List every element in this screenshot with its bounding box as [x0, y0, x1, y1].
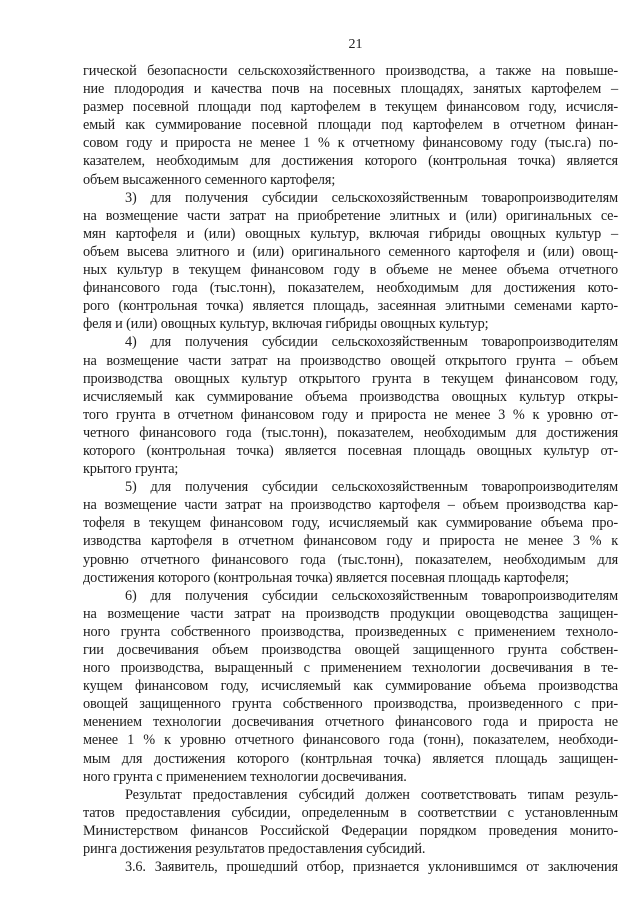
text-line: на возмещение части затрат на приобретение элитных и (или) оригинальных се- — [83, 207, 618, 224]
text-line: Результат предоставления субсидий должен соответствовать типам резуль- — [125, 786, 618, 803]
text-line: мян картофеля и (или) овощных культур, включая гибриды овощных культур – — [83, 225, 618, 242]
text-line: которого (контрольная точка) является посевная площадь овощных культур от- — [83, 442, 618, 459]
text-line: объем высаженного семенного картофеля; — [83, 171, 336, 188]
text-line: менее 1 % к уровню отчетного финансового года (тонн), показателем, необходи- — [83, 732, 618, 749]
text-line: ного производства, выращенный с применением технологии досвечивания в те- — [83, 660, 618, 677]
text-line: объем высева элитного и (или) оригинального семенного картофеля и (или) овощ- — [83, 243, 618, 260]
text-line: достижения которого (контрольная точка) является посевная площадь картофеля; — [83, 569, 569, 586]
text-line: Министерством финансов Российской Федерации порядком проведения монито- — [83, 822, 618, 839]
text-line: исчисляемый как суммирование объема производства овощных культур откры- — [83, 388, 618, 405]
paragraph — [83, 478, 618, 587]
text-line: того грунта в отчетном финансовом году и прироста не менее 3 % к уровню от- — [83, 406, 618, 423]
text-line: гической безопасности сельскохозяйственного производства, а также на повыше- — [83, 63, 618, 79]
text-line: 3) для получения субсидии сельскохозяйственным товаропроизводителям — [125, 189, 618, 206]
text-line: уровню отчетного финансового года (тыс.тонн), показателем, необходимым для — [83, 551, 618, 568]
text-line: ринга достижения результатов предоставления субсидий. — [83, 841, 426, 858]
paragraph — [83, 786, 618, 858]
paragraph — [83, 333, 618, 478]
text-line: рого (контрольная точка) является площадь, засеянная элитными семенами карто- — [83, 298, 618, 315]
text-line: казателем, необходимым для достижения которого (контрольная точка) является — [83, 153, 618, 170]
text-line: на возмещение части затрат на производство овощей открытого грунта – объем — [83, 352, 618, 369]
paragraph — [83, 587, 618, 786]
text-line: крытого грунта; — [83, 461, 179, 478]
text-line: ние плодородия и качества почв на посевных площадях, занятых картофелем – — [83, 81, 618, 98]
text-line: изводства картофеля в отчетном финансовом году и прироста не менее 3 % к — [83, 533, 618, 550]
text-line: производства овощных культур открытого грунта в текущем финансовом году, — [83, 370, 618, 387]
text-line: ных культур в текущем финансовом году в объеме не менее объема отчетного — [83, 262, 618, 279]
paragraph — [83, 62, 618, 189]
text-line: кущем финансовом году, исчисляемый как суммирование объема производства — [83, 678, 618, 695]
text-line: на возмещение части затрат на производство картофеля – объем производства кар- — [83, 497, 618, 514]
text-line: ного грунта собственного производства, произведенных с применением техноло- — [83, 623, 618, 640]
text-line: четного финансового года (тыс.тонн), показателем, необходимым для достижения — [83, 424, 618, 441]
text-line: 3.6. Заявитель, прошедший отбор, признается уклонившимся от заключения — [125, 859, 618, 876]
text-line: менением технологии досвечивания отчетного финансового года и прироста не — [83, 714, 618, 731]
document-body — [83, 62, 618, 876]
text-line: тофеля в текущем финансовом году, исчисляемый как суммирование объема про- — [83, 515, 618, 532]
text-line: мым для достижения которого (контрльная точка) является площадь защищен- — [83, 750, 618, 767]
paragraph — [83, 189, 618, 334]
text-line: размер посевной площади под картофелем в текущем финансовом году, исчисля- — [83, 99, 618, 116]
text-line: феля и (или) овощных культур, включая гибриды овощных культур; — [83, 316, 489, 333]
text-line: совом году и прироста не менее 1 % к отчетному финансовому году (тыс.га) по- — [83, 135, 618, 152]
text-line: татов предоставления субсидии, определенным в соответствии с установленным — [83, 804, 618, 821]
text-line: на возмещение части затрат на производств продукции овощеводства защищен- — [83, 605, 618, 622]
page-number: 21 — [348, 37, 363, 52]
text-line: 6) для получения субсидии сельскохозяйственным товаропроизводителям — [125, 587, 618, 604]
text-line: финансового года (тыс.тонн), показателем, необходимым для достижения кото- — [83, 280, 618, 297]
text-line: емый как суммирование посевной площади под картофелем в отчетном финан- — [83, 117, 618, 134]
text-line: овощей защищенного грунта собственного производства, произведенного с при- — [83, 696, 618, 713]
text-line: 4) для получения субсидии сельскохозяйственным товаропроизводителям — [125, 334, 618, 351]
text-line: 5) для получения субсидии сельскохозяйственным товаропроизводителям — [125, 479, 618, 496]
text-line: ного грунта с применением технологии досвечивания. — [83, 768, 407, 785]
paragraph — [83, 858, 618, 876]
text-line: гии досвечивания объем производства овощей защищенного грунта собствен- — [83, 642, 618, 658]
